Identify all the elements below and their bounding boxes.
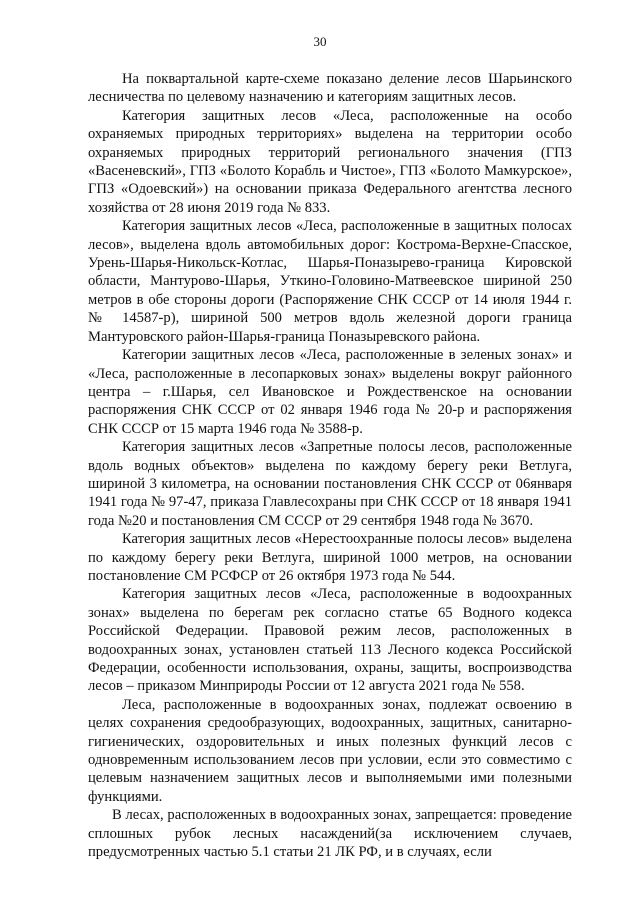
paragraph-protective-strips: Категория защитных лесов «Леса, расположенные в защитных полосах лесов», выделена вдоль автомобильных дорог: Кострома-Верхне-Спасское, Урень-Шарья-Никольск-Котлас, Шарья-Поназырево-граница Кировской области, Мантурово-Шарья, Уткино-Головино-Матвеевское шириной 250 метров в обе стороны дороги (Распоряжение СНК СССР от 14 июля 1944 г. № 14587-р), шириной 500 метров вдоль железной дороги граница Мантуровского район-Шарья-граница Поназыревского района. [88,218,572,345]
document-body [88,70,572,861]
paragraph-water-zone-forests-use: Леса, расположенные в водоохранных зонах, подлежат освоению в целях сохранения средообразующих, водоохранных, защитных, санитарно-гигиенических, оздоровительных и иных полезных функций лесов с одновременным использованием лесов при условии, если это совместимо с целевым назначением защитных лесов и выполняемыми ими полезными функциями. [88,696,572,805]
paragraph-forbidden-strips: Категория защитных лесов «Запретные полосы лесов, расположенные вдоль водных объектов» выделена по каждому берегу реки Ветлуга, шириной 3 километра, на основании постановления СНК СССР от 06января 1941 года № 97-47, приказа Главлесохраны при СНК СССР от 18 января 1941 года №20 и постановления СМ СССР от 29 сентября 1948 года № 3670. [88,439,572,529]
paragraph-water-protection-zones: Категория защитных лесов «Леса, расположенные в водоохранных зонах» выделена по берегам рек согласно статье 65 Водного кодекса Российской Федерации. Правовой режим лесов, расположенных в водоохранных зонах, установлен статьей 113 Лесного кодекса Российской Федерации, особенности использования, охраны, защиты, воспроизводства лесов – приказом Минприроды России от 12 августа 2021 года № 558. [88,586,572,695]
paragraph-green-zones: Категории защитных лесов «Леса, расположенные в зеленых зонах» и «Леса, расположенные в лесопарковых зонах» выделены вокруг районного центра – г.Шарья, сел Ивановское и Рождественское на основании распоряжения СНК СССР от 02 января 1946 года № 20-р и распоряжения СНК СССР от 15 марта 1946 года № 3588-р. [88,347,572,437]
paragraph-protected-areas: Категория защитных лесов «Леса, расположенные на особо охраняемых природных территориях» выделена на территории особо охраняемых природных территорий регионального значения (ГПЗ «Васеневский», ГПЗ «Болото Корабль и Чистое», ГПЗ «Болото Мамкурское», ГПЗ «Одоевский») на основании приказа Федерального агентства лесного хозяйства от 28 июня 2019 года № 833. [88,107,572,216]
paragraph-spawning-strips: Категория защитных лесов «Нерестоохранные полосы лесов» выделена по каждому берегу реки Ветлуга, шириной 1000 метров, на основании постановление СМ РСФСР от 26 октября 1973 года № 544. [88,531,572,584]
paragraph-map-description: На поквартальной карте-схеме показано деление лесов Шарьинского лесничества по целевому назначению и категориям защитных лесов. [88,71,572,106]
page-number: 30 [313,34,327,49]
paragraph-water-zone-prohibitions: В лесах, расположенных в водоохранных зонах, запрещается: проведение сплошных рубок лесных насаждений(за исключением случаев, предусмотренных частью 5.1 статьи 21 ЛК РФ, и в случаях, если [88,807,572,861]
